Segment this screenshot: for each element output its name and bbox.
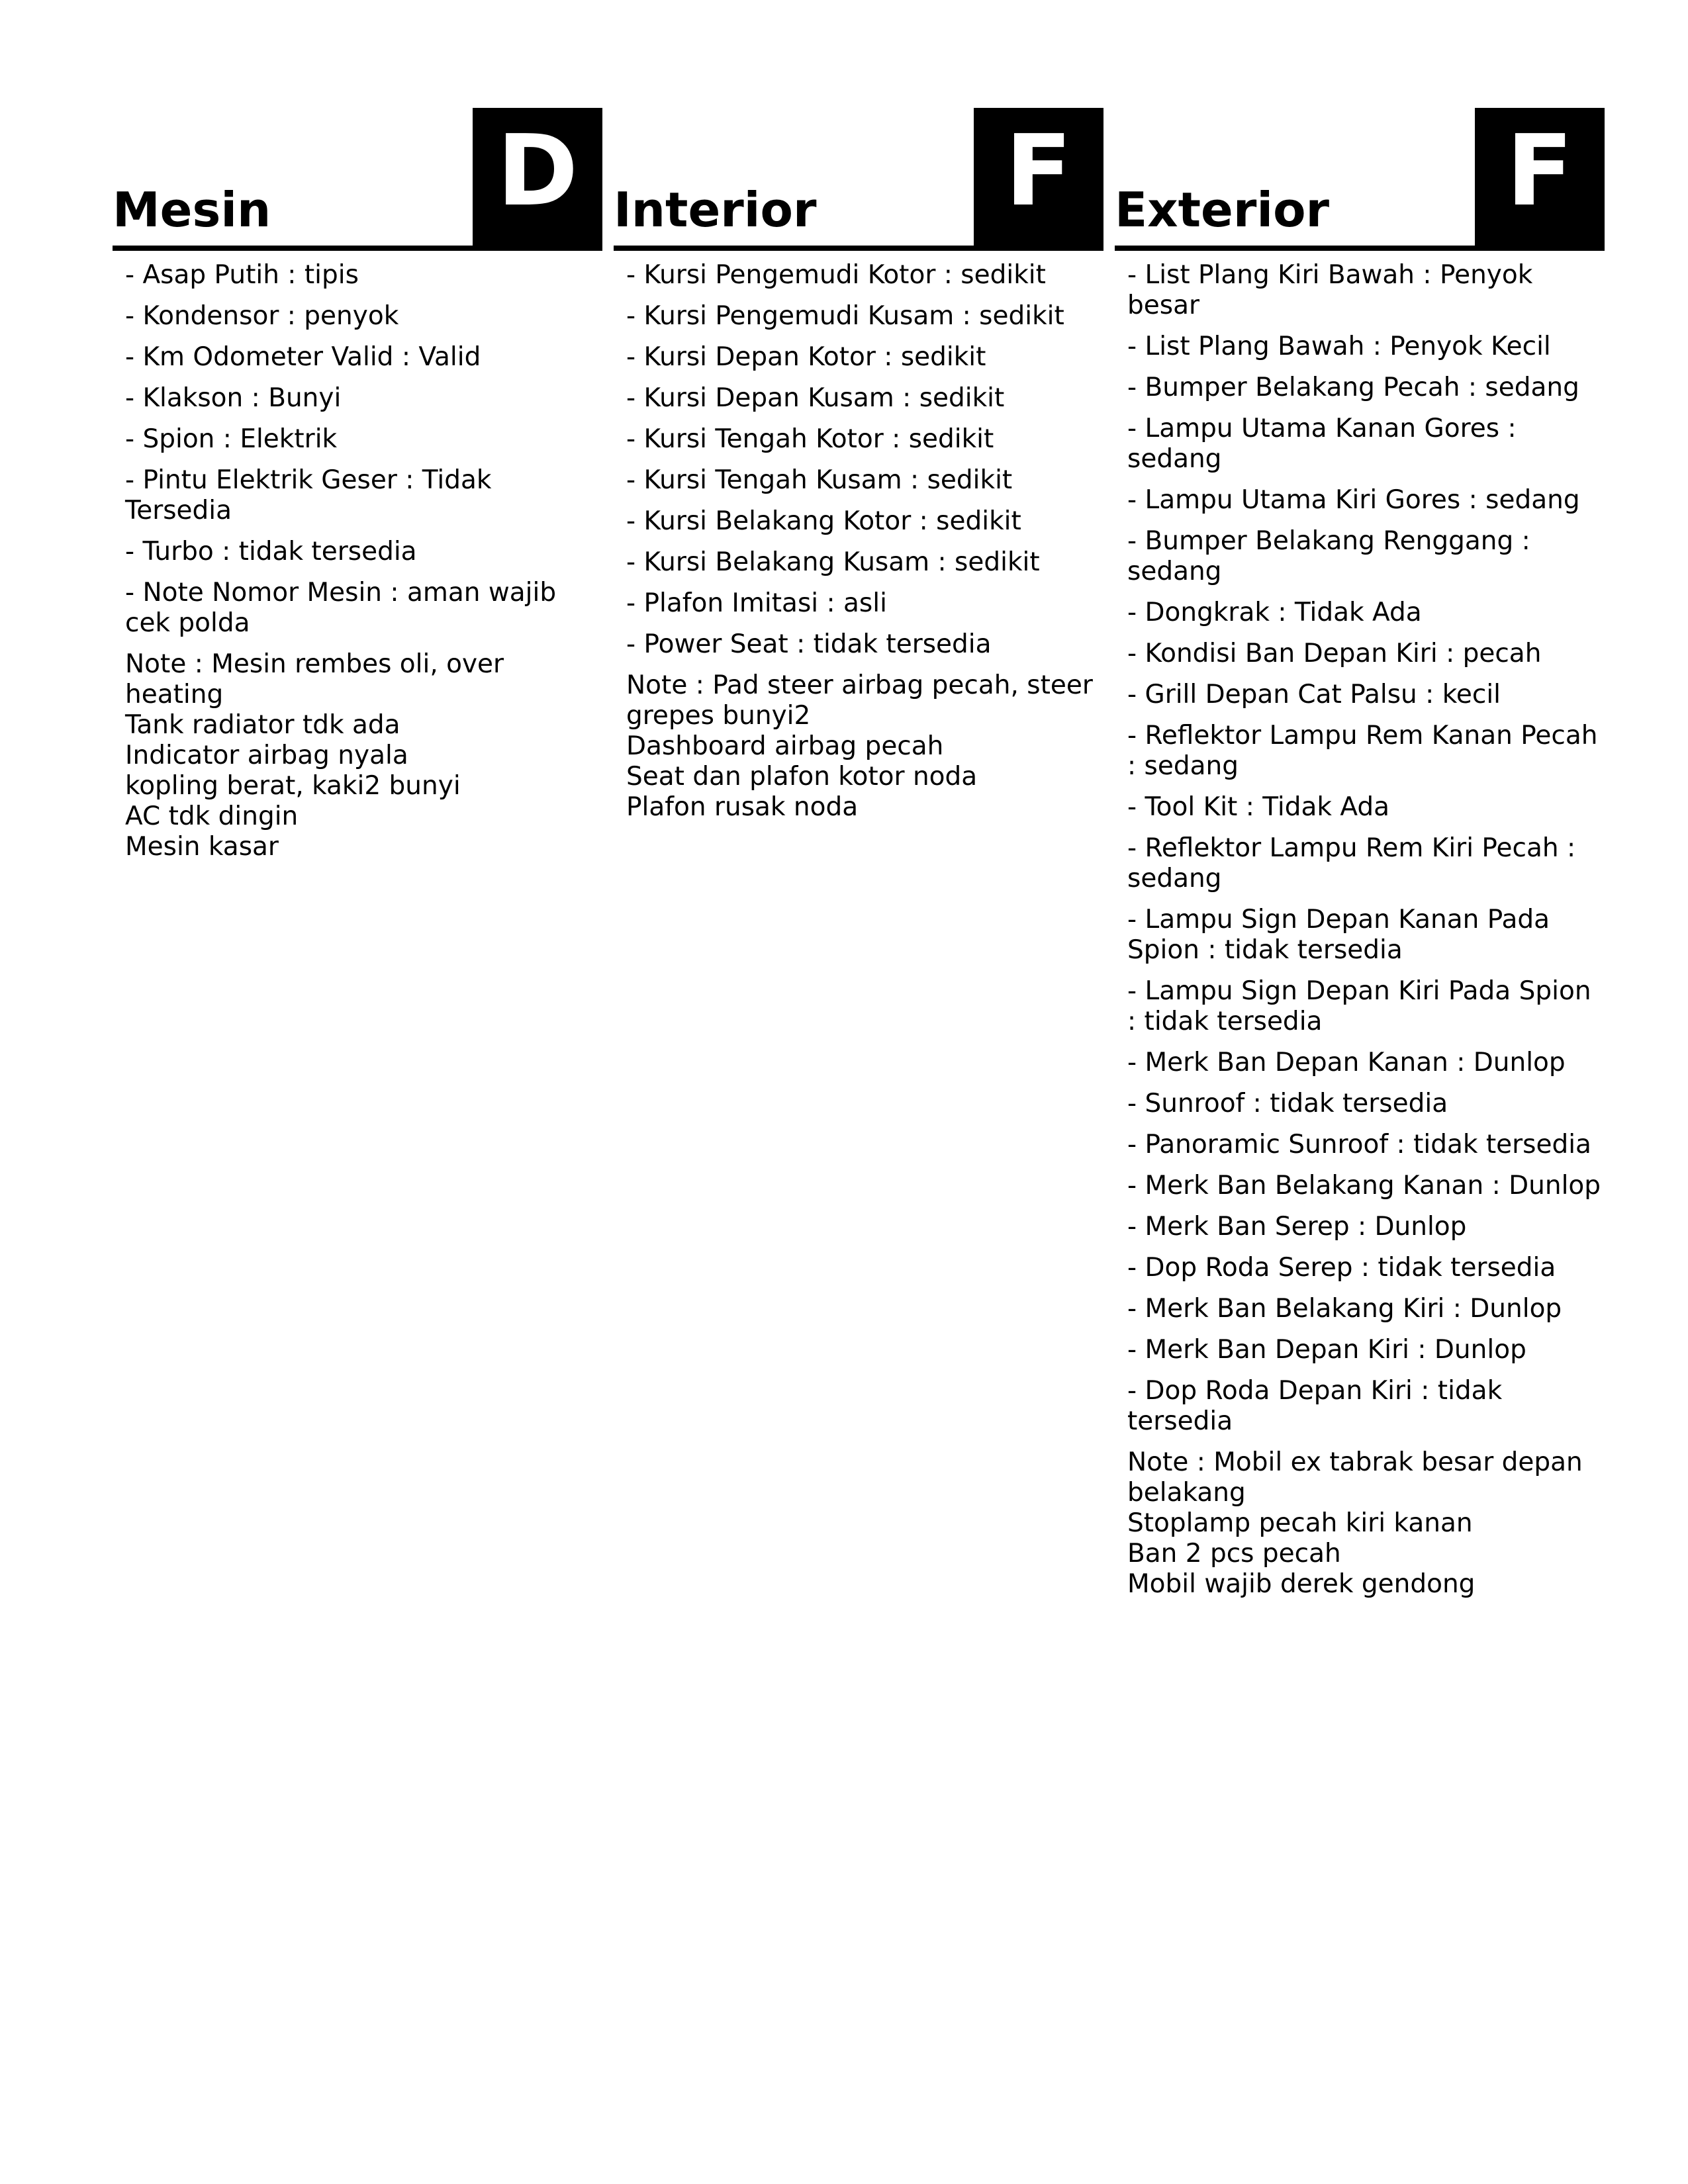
note-line: Indicator airbag nyala xyxy=(125,741,408,770)
list-item: - Plafon Imitasi : asli xyxy=(626,588,887,618)
list-item: - Grill Depan Cat Palsu : kecil xyxy=(1127,680,1501,709)
list-item: - Merk Ban Depan Kiri : Dunlop xyxy=(1127,1335,1526,1365)
list-item: - Dop Roda Depan Kiri : tidak tersedia xyxy=(1127,1376,1503,1436)
list-item: - Kondensor : penyok xyxy=(125,301,399,331)
list-item: - Dop Roda Serep : tidak tersedia xyxy=(1127,1253,1556,1283)
list-item: - Note Nomor Mesin : aman wajib cek polda xyxy=(125,578,557,638)
list-item: - Kursi Depan Kotor : sedikit xyxy=(626,342,986,372)
note-line: Tank radiator tdk ada xyxy=(125,710,400,740)
section-exterior xyxy=(1115,108,1605,1600)
list-item: - Reflektor Lampu Rem Kanan Pecah : sedang xyxy=(1127,721,1598,781)
section-mesin xyxy=(113,108,602,862)
list-item: - Kursi Pengemudi Kusam : sedikit xyxy=(626,301,1064,331)
list-item: - Dongkrak : Tidak Ada xyxy=(1127,598,1422,627)
list-item: - Bumper Belakang Pecah : sedang xyxy=(1127,373,1579,402)
list-item: - Kursi Pengemudi Kotor : sedikit xyxy=(626,260,1046,290)
section-title: Exterior xyxy=(1115,182,1330,238)
inspection-list xyxy=(1115,251,1605,1437)
section-note xyxy=(614,670,1103,823)
inspection-list xyxy=(614,251,1103,660)
note-line: Note : Mesin rembes oli, over heating xyxy=(125,649,504,709)
inspection-list xyxy=(113,251,602,639)
list-item: - Pintu Elektrik Geser : Tidak Tersedia xyxy=(125,465,492,525)
note-line: Seat dan plafon kotor noda xyxy=(626,762,978,792)
list-item: - Km Odometer Valid : Valid xyxy=(125,342,481,372)
note-line: Note : Mobil ex tabrak besar depan belakang xyxy=(1127,1447,1583,1508)
list-item: - Turbo : tidak tersedia xyxy=(125,537,417,567)
grade-badge: F xyxy=(1475,108,1605,246)
list-item: - Spion : Elektrik xyxy=(125,424,338,454)
section-note xyxy=(1115,1447,1605,1600)
list-item: - Lampu Utama Kiri Gores : sedang xyxy=(1127,485,1580,515)
section-header xyxy=(113,108,602,251)
grade-badge: F xyxy=(974,108,1103,246)
list-item: - Asap Putih : tipis xyxy=(125,260,359,290)
section-interior xyxy=(614,108,1103,823)
list-item: - List Plang Bawah : Penyok Kecil xyxy=(1127,332,1551,361)
note-line: kopling berat, kaki2 bunyi xyxy=(125,771,461,801)
list-item: - Reflektor Lampu Rem Kiri Pecah : sedang xyxy=(1127,833,1576,893)
note-line: AC tdk dingin xyxy=(125,801,299,831)
note-line: Note : Pad steer airbag pecah, steer grepes bunyi2 xyxy=(626,670,1093,731)
note-line: Mesin kasar xyxy=(125,832,279,862)
list-item: - Lampu Utama Kanan Gores : sedang xyxy=(1127,414,1517,474)
note-line: Dashboard airbag pecah xyxy=(626,731,944,761)
list-item: - Panoramic Sunroof : tidak tersedia xyxy=(1127,1130,1591,1160)
section-title: Interior xyxy=(614,182,817,238)
section-note xyxy=(113,649,602,862)
note-line: Stoplamp pecah kiri kanan xyxy=(1127,1508,1473,1538)
note-line: Mobil wajib derek gendong xyxy=(1127,1569,1476,1599)
list-item: - Kondisi Ban Depan Kiri : pecah xyxy=(1127,639,1542,668)
list-item: - Kursi Depan Kusam : sedikit xyxy=(626,383,1005,413)
list-item: - List Plang Kiri Bawah : Penyok besar xyxy=(1127,260,1533,320)
list-item: - Merk Ban Depan Kanan : Dunlop xyxy=(1127,1048,1566,1077)
section-title: Mesin xyxy=(113,182,271,238)
note-line: Ban 2 pcs pecah xyxy=(1127,1539,1341,1569)
list-item: - Klakson : Bunyi xyxy=(125,383,342,413)
section-header xyxy=(1115,108,1605,251)
list-item: - Merk Ban Belakang Kiri : Dunlop xyxy=(1127,1294,1562,1324)
list-item: - Kursi Belakang Kotor : sedikit xyxy=(626,506,1021,536)
list-item: - Bumper Belakang Renggang : sedang xyxy=(1127,526,1530,586)
list-item: - Tool Kit : Tidak Ada xyxy=(1127,792,1389,822)
list-item: - Kursi Belakang Kusam : sedikit xyxy=(626,547,1040,577)
list-item: - Power Seat : tidak tersedia xyxy=(626,629,992,659)
note-line: Plafon rusak noda xyxy=(626,792,859,822)
list-item: - Lampu Sign Depan Kanan Pada Spion : tidak tersedia xyxy=(1127,905,1550,965)
section-header xyxy=(614,108,1103,251)
list-item: - Kursi Tengah Kusam : sedikit xyxy=(626,465,1013,495)
grade-badge: D xyxy=(473,108,602,246)
list-item: - Lampu Sign Depan Kiri Pada Spion : tidak tersedia xyxy=(1127,976,1591,1036)
list-item: - Merk Ban Belakang Kanan : Dunlop xyxy=(1127,1171,1601,1201)
list-item: - Merk Ban Serep : Dunlop xyxy=(1127,1212,1467,1242)
list-item: - Kursi Tengah Kotor : sedikit xyxy=(626,424,994,454)
list-item: - Sunroof : tidak tersedia xyxy=(1127,1089,1448,1118)
